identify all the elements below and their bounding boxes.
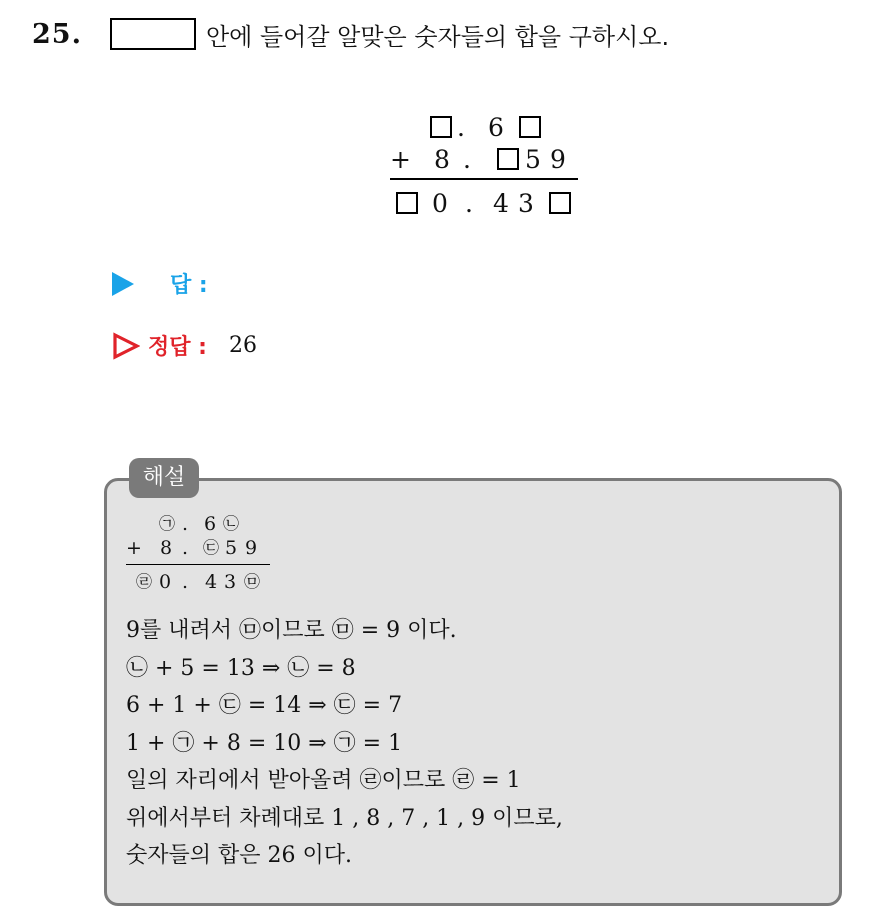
solution-tab: 해설 [129,458,199,498]
mini-digit: 0 [159,571,172,593]
solution-line: 일의 자리에서 받아올려 ㉣이므로 ㉣ = 1 [126,768,521,793]
circled-marker: ㉡ [223,514,240,533]
problem-row-3 [390,188,578,220]
plus-sign: + [390,145,411,174]
problem-row-1 [390,112,578,144]
addition-problem [390,112,578,220]
solution-line: ㉡ + 5 = 13 ⇒ ㉡ = 8 [126,655,356,681]
question-number: 25. [32,18,82,50]
play-triangle-icon [112,272,134,296]
solution-line: 6 + 1 + ㉢ = 14 ⇒ ㉢ = 7 [126,693,403,718]
circled-marker: ㉠ [159,514,176,533]
solution-lines [126,612,563,875]
correct-answer-line [112,330,257,361]
problem-digit: 8 [434,145,450,174]
blank-square [519,116,541,138]
blank-square [396,192,418,214]
circled-marker: ㉤ [244,572,261,591]
problem-dot: . [465,189,473,218]
solution-mini-problem [126,512,274,594]
mini-digit: 5 [225,537,238,559]
outline-triangle-icon [112,332,140,360]
mini-digit: 6 [204,513,217,535]
mini-sum-rule [126,564,270,565]
mini-plus: + [126,537,142,559]
mini-digit: 8 [160,537,173,559]
problem-row-2 [390,144,578,176]
solution-line: 위에서부터 차례대로 1 , 8 , 7 , 1 , 9 이므로, [126,805,563,831]
problem-digit: 3 [518,189,534,218]
problem-dot: . [457,113,465,142]
question-line [32,14,669,54]
solution-line: 9를 내려서 ㉤이므로 ㉤ = 9 이다. [126,618,457,643]
sum-rule [390,178,578,180]
mini-row-2 [126,536,274,560]
problem-digit: 5 [525,145,541,174]
blank-box [110,18,196,50]
problem-digit: 9 [550,145,566,174]
mini-row-3 [126,570,274,594]
problem-digit: 6 [488,113,504,142]
circled-marker: ㉢ [203,538,220,557]
mini-dot: . [182,537,189,559]
question-text: 안에 들어갈 알맞은 숫자들의 합을 구하시오. [205,22,670,51]
solution-line: 숫자들의 합은 26 이다. [126,843,352,868]
answer-label: 답 : [170,273,208,298]
circled-marker: ㉣ [136,572,153,591]
blank-square [549,192,571,214]
mini-digit: 3 [224,571,237,593]
answer-line [112,268,208,299]
mini-digit: 9 [245,537,258,559]
problem-digit: 0 [432,189,448,218]
mini-row-1 [126,512,274,536]
mini-dot: . [182,513,189,535]
solution-line: 1 + ㉠ + 8 = 10 ⇒ ㉠ = 1 [126,730,403,756]
blank-square [497,148,519,170]
mini-dot: . [182,571,189,593]
mini-digit: 4 [205,571,218,593]
blank-square [430,116,452,138]
problem-dot: . [463,145,471,174]
correct-answer-value: 26 [228,333,257,358]
correct-answer-label: 정답 : [148,335,207,360]
problem-digit: 4 [493,189,509,218]
